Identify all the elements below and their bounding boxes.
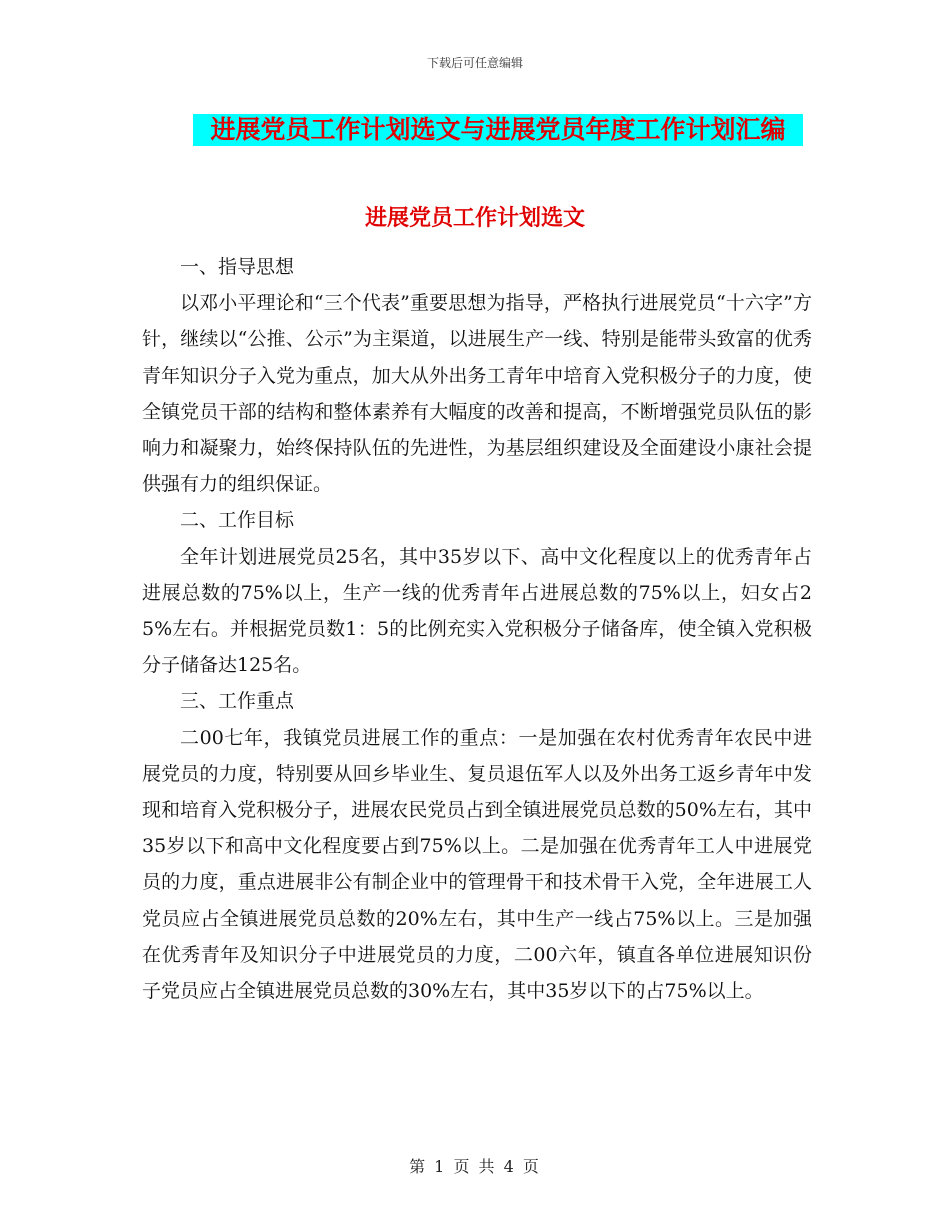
paragraph-guiding-ideology: 以邓小平理论和“三个代表”重要思想为指导，严格执行进展党员“十六字”方针，继续以“公推、公示”为主渠道，以进展生产一线、特别是能带头致富的优秀青年知识分子入党为重点，加大从外出务工青年中培育入党积极分子的力度，使全镇党员干部的结构和整体素养有大幅度的改善和提高，不断增强党员队伍的影响力和凝聚力，始终保持队伍的先进性，为基层组织建设及全面建设小康社会提供强有力的组织保证。 — [142, 292, 812, 496]
heading-work-focus: 三、工作重点 — [180, 690, 295, 713]
page-number-footer: 第 1 页 共 4 页 — [409, 1157, 541, 1176]
heading-guiding-ideology: 一、指导思想 — [180, 256, 295, 278]
document-body — [142, 249, 812, 1009]
document-title: 进展党员工作计划选文与进展党员年度工作计划汇编 — [193, 114, 803, 146]
paragraph-work-focus: 二00七年，我镇党员进展工作的重点：一是加强在农村优秀青年农民中进展党员的力度，特别要从回乡毕业生、复员退伍军人以及外出务工返乡青年中发现和培育入党积极分子，进展农民党员占到全镇进展党员总数的50%左右，其中35岁以下和高中文化程度要占到75%以上。二是加强在优秀青年工人中进展党员的力度，重点进展非公有制企业中的管理骨干和技术骨干入党，全年进展工人党员应占全镇进展党员总数的20%左右，其中生产一线占75%以上。三是加强在优秀青年及知识分子中进展党员的力度，二00六年，镇直各单位进展知识份子党员应占全镇进展党员总数的30%左右，其中35岁以下的占75%以上。 — [142, 726, 812, 1003]
section-title: 进展党员工作计划选文 — [364, 206, 585, 231]
paragraph-work-goals: 全年计划进展党员25名，其中35岁以下、高中文化程度以上的优秀青年占进展总数的75%以上，生产一线的优秀青年占进展总数的75%以上，妇女占25%左右。并根据党员数1：5的比例充实入党积极分子储备库，使全镇入党积极分子储备达125名。 — [142, 545, 812, 677]
heading-work-goals: 二、工作目标 — [180, 509, 295, 532]
header-note: 下载后可任意编辑 — [426, 56, 523, 70]
